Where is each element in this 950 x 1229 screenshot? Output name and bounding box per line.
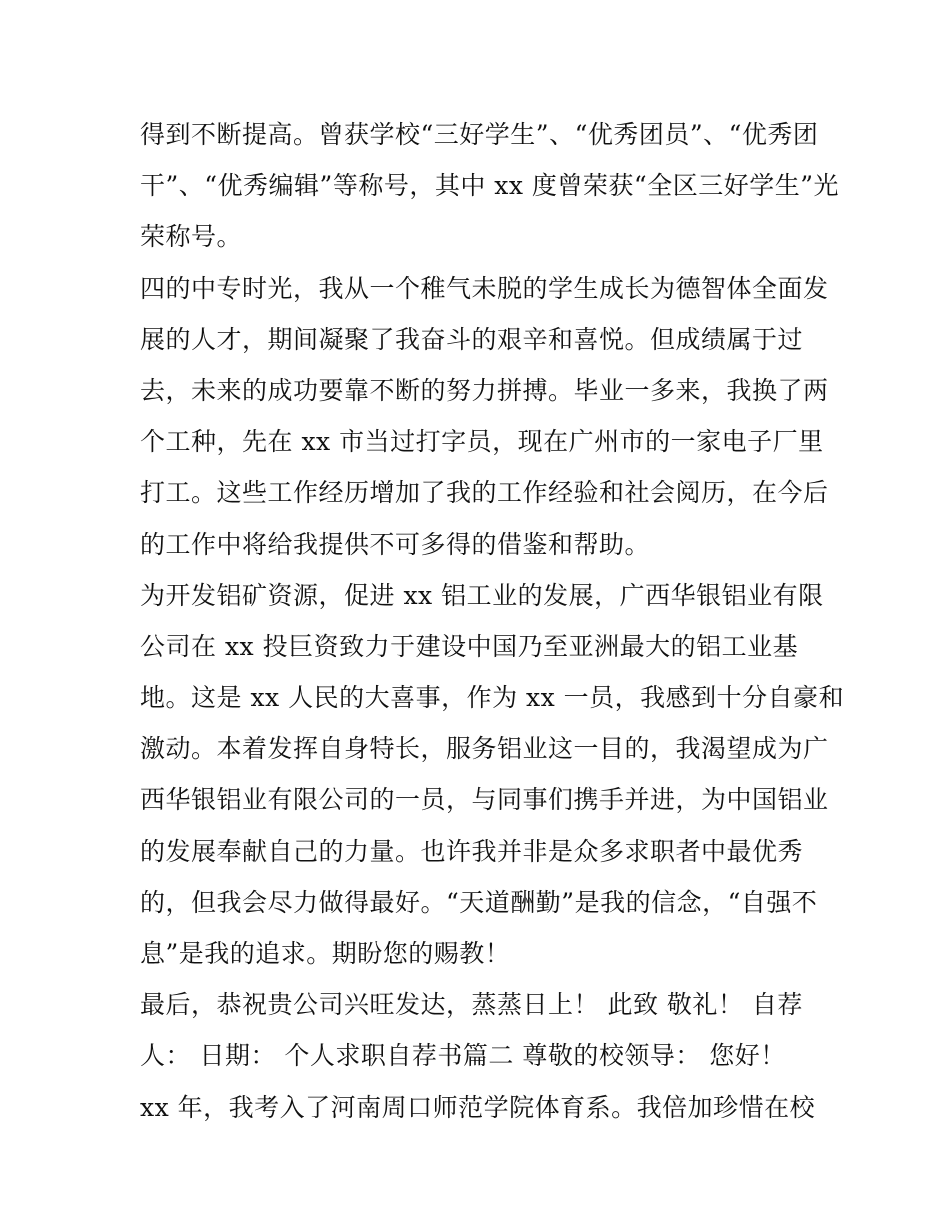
text-line: 的，但我会尽力做得最好。“天道酬勤”是我的信念，“自强不: [140, 887, 818, 917]
text-line: 展的人才，期间凝聚了我奋斗的艰辛和喜悦。但成绩属于过: [140, 324, 804, 354]
text-line: 四的中专时光，我从一个稚气未脱的学生成长为德智体全面发: [140, 273, 829, 303]
text-line: 干”、“优秀编辑”等称号，其中 xx 度曾荣获“全区三好学生”光: [140, 171, 839, 201]
text-line: 荣称号。: [140, 222, 243, 252]
text-line: 为开发铝矿资源，促进 xx 铝工业的发展，广西华银铝业有限: [140, 580, 824, 610]
text-line: 人： 日期： 个人求职自荐书篇二 尊敬的校领导： 您好！: [140, 1041, 786, 1071]
text-line: 公司在 xx 投巨资致力于建设中国乃至亚洲最大的铝工业基: [140, 631, 799, 661]
text-line: 打工。这些工作经历增加了我的工作经验和社会阅历，在今后: [140, 478, 829, 508]
text-line: 的工作中将给我提供不可多得的借鉴和帮助。: [140, 529, 651, 559]
text-line: 的发展奉献自己的力量。也许我并非是众多求职者中最优秀: [140, 836, 804, 866]
text-line: 最后，恭祝贵公司兴旺发达，蒸蒸日上！ 此致 敬礼！ 自荐: [140, 990, 803, 1020]
text-line: 去，未来的成功要靠不断的努力拼搏。毕业一多来，我换了两: [140, 375, 829, 405]
text-line: 地。这是 xx 人民的大喜事，作为 xx 一员，我感到十分自豪和: [140, 683, 845, 713]
text-line: 得到不断提高。曾获学校“三好学生”、“优秀团员”、“优秀团: [140, 120, 819, 149]
document-body: [140, 109, 845, 1133]
text-line: 息”是我的追求。期盼您的赐教！: [140, 939, 511, 968]
text-line: xx 年，我考入了河南周口师范学院体育系。我倍加珍惜在校: [140, 1092, 816, 1122]
text-line: 激动。本着发挥自身特长，服务铝业这一目的，我渴望成为广: [140, 734, 829, 764]
text-line: 西华银铝业有限公司的一员，与同事们携手并进，为中国铝业: [140, 785, 829, 815]
text-line: 个工种，先在 xx 市当过打字员，现在广州市的一家电子厂里: [140, 427, 824, 457]
